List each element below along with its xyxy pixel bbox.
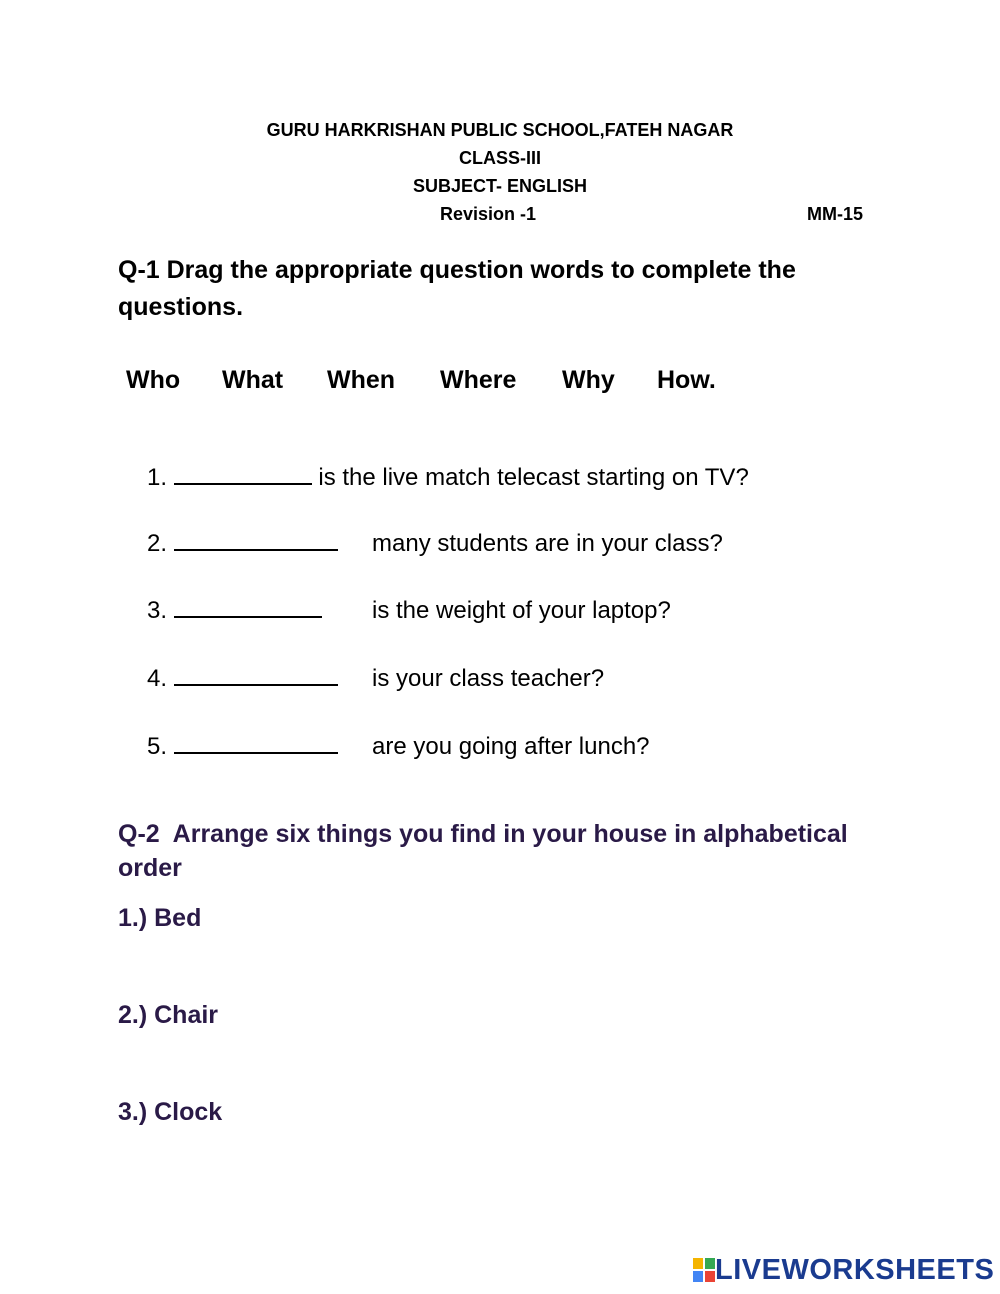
item-text: is the live match telecast starting on TV? [318,464,749,491]
liveworksheets-icon [693,1258,715,1282]
max-marks: MM-15 [807,204,864,224]
q1-item-5-text: are you going after lunch? [372,733,650,760]
word-who[interactable]: Who [126,366,181,394]
answer-blank-2[interactable] [174,531,338,551]
brand-name: LIVEWORKSHEETS [715,1254,995,1286]
item-number: 2. [147,530,168,557]
school-name: GURU HARKRISHAN PUBLIC SCHOOL,FATEH NAGAR [266,120,734,140]
word-why[interactable]: Why [562,366,615,394]
revision-label: Revision -1 [440,204,537,224]
word-when[interactable]: When [327,366,396,394]
liveworksheets-logo [693,1255,994,1285]
q1-item-2-num [147,530,338,558]
q2-label: Q-2 [118,820,160,848]
item-number: 3. [147,597,168,624]
q2-text: Arrange six things you find in your house in alphabetical order [118,820,848,882]
q2-answer-2[interactable]: 2.) Chair [118,1001,219,1029]
word-how[interactable]: How. [657,366,716,394]
q1-item-2-text: many students are in your class? [372,530,723,557]
q1-item-3-text: is the weight of your laptop? [372,597,671,624]
q2-prompt [118,817,878,885]
word-what[interactable]: What [222,366,284,394]
answer-blank-4[interactable] [174,666,338,686]
q1-item-1 [147,464,749,492]
subject-label: SUBJECT- ENGLISH [412,176,588,196]
q1-item-3-num [147,597,322,625]
item-number: 4. [147,665,168,692]
item-number: 5. [147,733,168,760]
q1-item-4-num [147,665,338,693]
q2-answer-3[interactable]: 3.) Clock [118,1098,223,1126]
answer-blank-3[interactable] [174,598,322,618]
word-where[interactable]: Where [440,366,517,394]
answer-blank-1[interactable] [174,465,312,485]
item-number: 1. [147,464,168,491]
q1-item-4-text: is your class teacher? [372,665,605,692]
q1-item-5-num [147,733,338,761]
q2-answer-1[interactable]: 1.) Bed [118,904,202,932]
class-label: CLASS-III [458,148,541,168]
q1-prompt: Q-1 Drag the appropriate question words to complete the questions. [118,256,796,321]
answer-blank-5[interactable] [174,734,338,754]
